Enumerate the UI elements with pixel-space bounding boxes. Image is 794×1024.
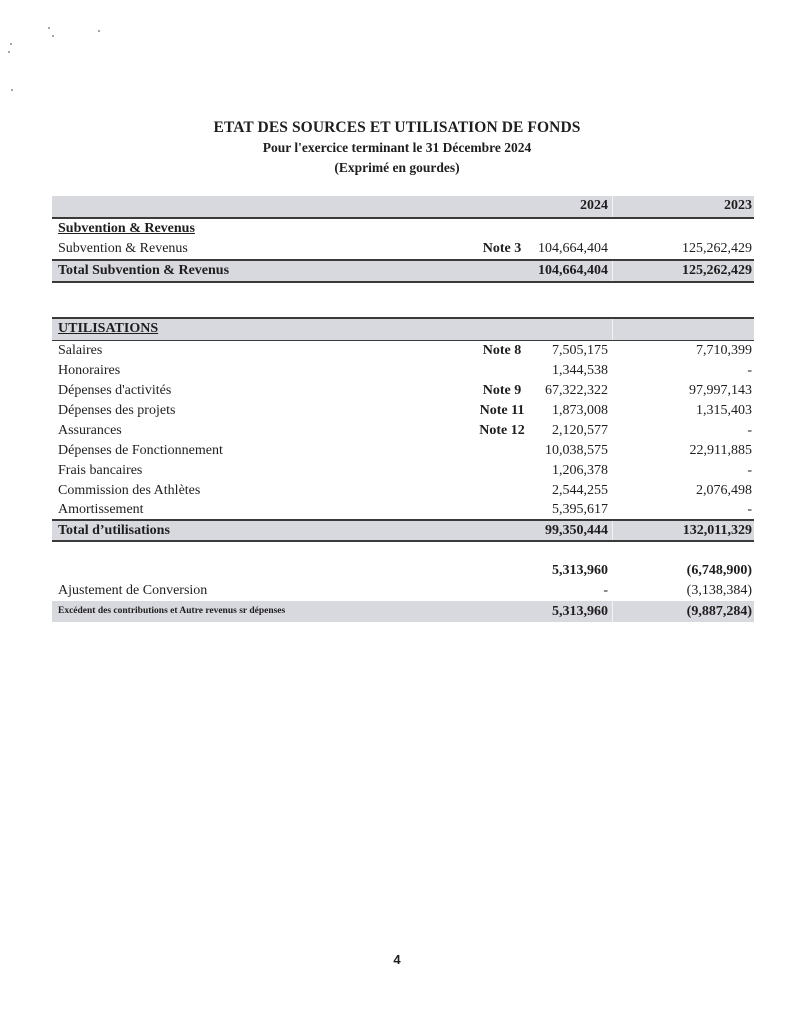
value-2023: -	[747, 363, 752, 378]
value-2023: -	[747, 463, 752, 478]
table-row	[52, 461, 754, 481]
value-2023: 125,262,429	[682, 241, 752, 256]
value-2024: 7,505,175	[552, 343, 608, 358]
note-reference: Note 8	[482, 343, 522, 358]
section-title-revenus: Subvention & Revenus	[58, 221, 195, 236]
value-2023: 22,911,885	[689, 443, 752, 458]
row-label: Amortissement	[58, 502, 144, 517]
scan-speck	[11, 89, 13, 91]
column-header-2023: 2023	[724, 198, 752, 213]
value-2023: -	[747, 423, 752, 438]
subtotal-2024: 5,313,960	[552, 563, 608, 578]
total-row	[52, 261, 754, 283]
excedent-label: Excédent des contributions et Autre revenus sr dépenses	[58, 606, 286, 616]
excedent-2023: (9,887,284)	[686, 604, 752, 619]
total-2023: 132,011,329	[682, 523, 752, 538]
total-2023: 125,262,429	[682, 263, 752, 278]
excedent-row	[52, 601, 754, 622]
page-number: 4	[393, 952, 401, 967]
note-reference: Note 11	[479, 403, 525, 418]
table-row	[52, 481, 754, 501]
total-2024: 99,350,444	[545, 523, 608, 538]
row-label: Salaires	[58, 343, 103, 358]
document-header	[0, 118, 794, 178]
value-2024: 67,322,322	[545, 383, 608, 398]
value-2023: 1,315,403	[696, 403, 752, 418]
row-label: Honoraires	[58, 363, 121, 378]
excedent-2024: 5,313,960	[552, 604, 608, 619]
value-2024: 2,544,255	[552, 483, 608, 498]
ajustement-label: Ajustement de Conversion	[58, 583, 208, 598]
row-label: Frais bancaires	[58, 463, 143, 478]
row-label: Commission des Athlètes	[58, 483, 201, 498]
value-2024: 1,873,008	[552, 403, 608, 418]
total-label: Total Subvention & Revenus	[58, 263, 230, 278]
value-2023: 97,997,143	[689, 383, 752, 398]
note-reference: Note 9	[482, 383, 522, 398]
ajustement-row	[52, 581, 754, 601]
value-2023: 7,710,399	[696, 343, 752, 358]
currency-note: (Exprimé en gourdes)	[334, 160, 460, 175]
subtotal-row	[52, 561, 754, 581]
note-reference: Note 3	[482, 241, 522, 256]
table-row	[52, 441, 754, 461]
ajustement-2024: -	[603, 583, 608, 598]
revenue-table	[52, 196, 754, 283]
column-header-2024: 2024	[580, 198, 608, 213]
scan-speck	[52, 35, 54, 37]
row-label: Subvention & Revenus	[58, 241, 188, 256]
table-row	[52, 501, 754, 521]
row-label: Dépenses de Fonctionnement	[58, 443, 223, 458]
row-label: Dépenses d'activités	[58, 383, 172, 398]
summary-table	[52, 561, 754, 622]
value-2024: 104,664,404	[538, 241, 608, 256]
table-row	[52, 401, 754, 421]
total-row	[52, 521, 754, 542]
table-row	[52, 239, 754, 261]
section-title-utilisations: UTILISATIONS	[58, 321, 159, 336]
note-reference: Note 12	[479, 423, 525, 438]
subtotal-2023: (6,748,900)	[686, 563, 752, 578]
document-subtitle: Pour l'exercice terminant le 31 Décembre 2024	[262, 140, 532, 155]
ajustement-2023: (3,138,384)	[686, 583, 752, 598]
scan-speck	[10, 43, 12, 45]
scan-speck	[98, 30, 100, 32]
column-divider	[612, 319, 613, 340]
section-title-row	[52, 219, 754, 239]
row-label: Assurances	[58, 423, 122, 438]
value-2023: 2,076,498	[696, 483, 752, 498]
value-2024: 1,344,538	[552, 363, 608, 378]
document-title: ETAT DES SOURCES ET UTILISATION DE FONDS	[213, 119, 581, 136]
value-2024: 5,395,617	[552, 502, 608, 517]
table-row	[52, 341, 754, 361]
total-2024: 104,664,404	[538, 263, 608, 278]
scan-speck	[48, 27, 50, 29]
section-title-row	[52, 317, 754, 341]
table-row	[52, 381, 754, 401]
table-row	[52, 361, 754, 381]
total-label: Total d’utilisations	[58, 523, 170, 538]
scan-speck	[8, 51, 10, 53]
utilisations-table	[52, 317, 754, 542]
value-2023: -	[747, 502, 752, 517]
row-label: Dépenses des projets	[58, 403, 176, 418]
value-2024: 2,120,577	[552, 423, 608, 438]
table-row	[52, 421, 754, 441]
value-2024: 1,206,378	[552, 463, 608, 478]
value-2024: 10,038,575	[545, 443, 608, 458]
column-header-row	[52, 196, 754, 219]
